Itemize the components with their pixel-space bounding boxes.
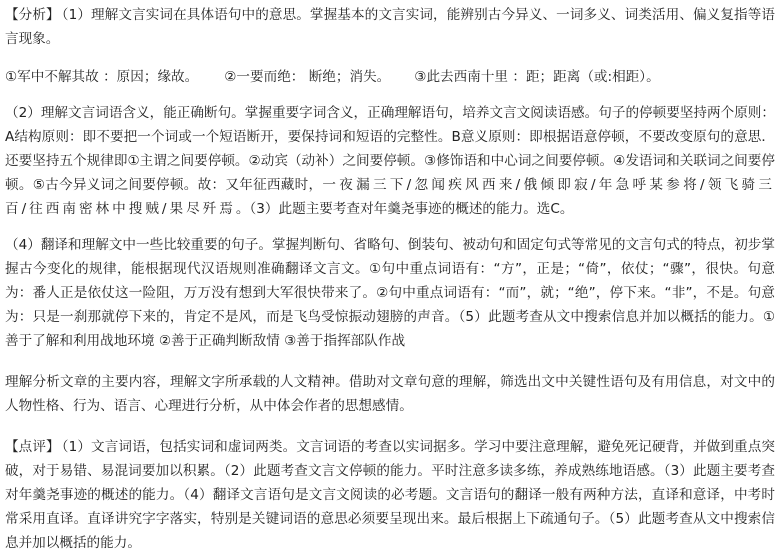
comment-text: （1）文言词语，包括实词和虚词两类。文言词语的考查以实词据多。学习中要注意理解，避免死记硬背，并做到重点突破，对于易错、易混词要加以积累。（2）此题考查文言文停顿的能力。平时注意多读多练，养成熟练地语感。（3）此题主要考查对年羹尧事迹的概述的能力。（4）翻译文言语句是文言文阅读的必考题。文言语句的翻译一般有两种方法，直译和意译，中考时常采用直译。直译讲究字字落实，特别是关键词语的意思必须要呈现出来。最后根据上下疏通句子。（5）此题考查从文中搜索信息并加以概括的能力。 [5, 439, 775, 551]
analysis-paragraph-1 [5, 0, 775, 51]
definition-2: ②一要而绝： 断绝；消失。 [224, 69, 391, 85]
analysis-tag: 【分析】 [5, 7, 60, 23]
word-definitions [5, 65, 775, 89]
analysis-paragraph-2 [5, 101, 775, 221]
analysis-text-1: （1）理解文言实词在具体语句中的意思。掌握基本的文言实词，能辨别古今异义、一词多义、词类活用、偏义复指等语言现象。 [5, 7, 775, 47]
sentence-break-explanation: （2）理解文言词语含义，能正确断句。掌握重要字词含义，正确理解语句，培养文言文阅读语感。句子的停顿要坚持两个原则：A结构原则：即不要把一个词或一个短语断开，要保持词和短语的完整性。B意义原则：即根据语意停顿，不要改变原句的意思．还要坚持五个规律即①主谓之间要停顿。②动宾（动补）之间要停顿。③修饰语和中心词之间要停顿。④发语词和关联词之间要停顿。⑤古今异义词之间要停顿。故：又年征西藏时， [5, 105, 775, 193]
analysis-paragraph-4: （4）翻译和理解文中一些比较重要的句子。掌握判断句、省略句、倒装句、被动句和固定句式等常见的文言句式的特点，初步掌握古今变化的规律，能根据现代汉语规则准确翻译文言文。①句中重点词语有：“方”，正是；“倚”，依仗；“骤”，很快。句意为：番人正是依仗这一险阻，万万没有想到大军很快带来了。②句中重点词语有：“而”，就；“绝”，停下来。“非”，不是。句意为：只是一刹那就停下来的，肯定不是风，而是飞鸟受惊振动翅膀的声音。（5）此题考查从文中搜索信息并加以概括的能力。①善于了解和利用战地环境 ②善于正确判断敌情 ③善于指挥部队作战 [5, 237, 775, 349]
definition-3: ③此去西南十里 ：距；距离（或:相距）。 [414, 69, 660, 85]
analysis-paragraph-2-tail: 。（3）此题主要考查对年羹尧事迹的概述的能力。选C。 [235, 201, 574, 217]
comment-paragraph [5, 435, 775, 555]
comment-tag: 【点评】 [5, 439, 60, 455]
definition-1: ①军中不解其故 ：原因；缘故。 [5, 69, 199, 85]
sentence-break-answer: 一夜漏三下/忽闻疾风西来/俄倾即寂/年急呼某参将/领飞骑三百/往西南密林中搜贼/果尽歼焉 [5, 177, 775, 217]
analysis-paragraph-5: 理解分析文章的主要内容，理解文字所承载的人文精神。借助对文章句意的理解，筛选出文中关键性语句及有用信息，对文中的人物性格、行为、语言、心理进行分析，从中体会作者的思想感情。 [5, 374, 775, 414]
